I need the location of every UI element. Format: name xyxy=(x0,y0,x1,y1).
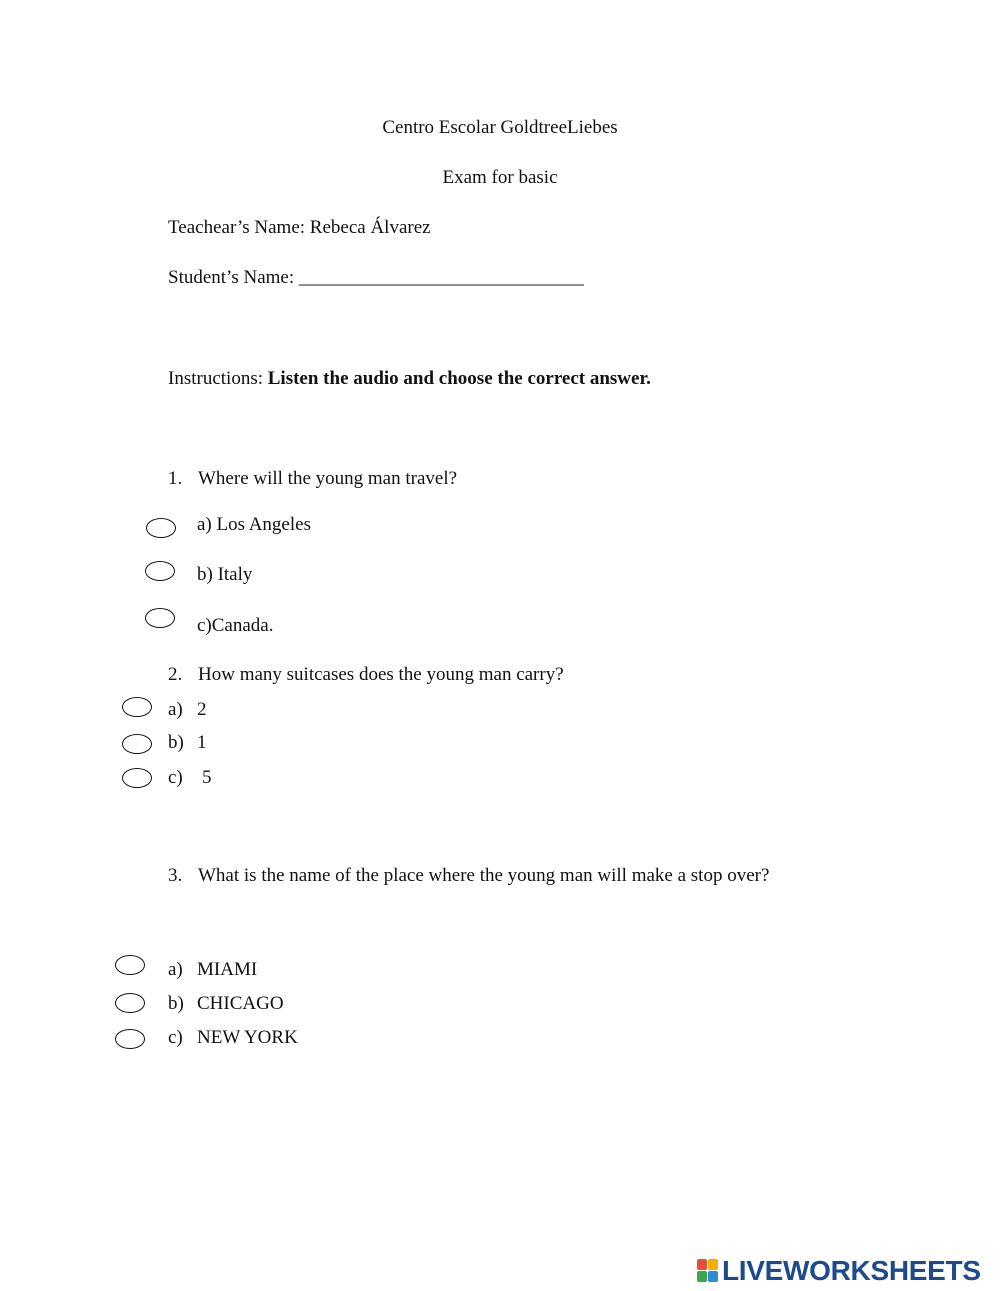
option-label: b) Italy xyxy=(197,564,253,585)
option-letter: a) xyxy=(168,959,183,980)
option-letter: b) xyxy=(168,993,184,1014)
question-number: 2. xyxy=(168,664,183,685)
option-value: 2 xyxy=(197,699,207,720)
radio-q2-a[interactable] xyxy=(122,697,152,717)
question-number: 3. xyxy=(168,865,183,886)
option-value: 1 xyxy=(197,732,207,753)
question-text: How many suitcases does the young man carry? xyxy=(198,664,564,685)
question-text: What is the name of the place where the young man will make a stop over? xyxy=(198,865,770,886)
question-text: Where will the young man travel? xyxy=(198,468,458,489)
option-letter: b) xyxy=(168,732,184,753)
radio-q1-b[interactable] xyxy=(145,561,175,581)
option-value: CHICAGO xyxy=(197,993,284,1014)
radio-q2-b[interactable] xyxy=(122,734,152,754)
option-label: c)Canada. xyxy=(197,615,274,636)
option-value: MIAMI xyxy=(197,959,258,980)
instructions-label: Instructions: xyxy=(168,368,268,389)
radio-q3-b[interactable] xyxy=(115,993,145,1013)
radio-q3-c[interactable] xyxy=(115,1029,145,1049)
teacher-name: Teachear’s Name: Rebeca Álvarez xyxy=(168,217,431,238)
option-letter: c) xyxy=(168,1027,183,1048)
option-value: 5 xyxy=(202,767,212,788)
radio-q3-a[interactable] xyxy=(115,955,145,975)
option-label: a) Los Angeles xyxy=(197,514,311,535)
radio-q1-a[interactable] xyxy=(146,518,176,538)
instructions-text: Listen the audio and choose the correct answer. xyxy=(267,368,651,389)
question-number: 1. xyxy=(168,468,183,489)
school-name: Centro Escolar GoldtreeLiebes xyxy=(382,117,618,138)
student-name-line: Student’s Name: ______________________________ xyxy=(168,267,584,288)
option-letter: c) xyxy=(168,767,183,788)
radio-q2-c[interactable] xyxy=(122,768,152,788)
radio-q1-c[interactable] xyxy=(145,608,175,628)
instructions xyxy=(168,369,651,388)
liveworksheets-logo xyxy=(697,1255,981,1286)
option-letter: a) xyxy=(168,699,183,720)
logo-blocks-icon xyxy=(697,1259,719,1283)
exam-title: Exam for basic xyxy=(442,167,558,188)
option-value: NEW YORK xyxy=(197,1027,298,1048)
logo-text: LIVEWORKSHEETS xyxy=(722,1255,981,1286)
